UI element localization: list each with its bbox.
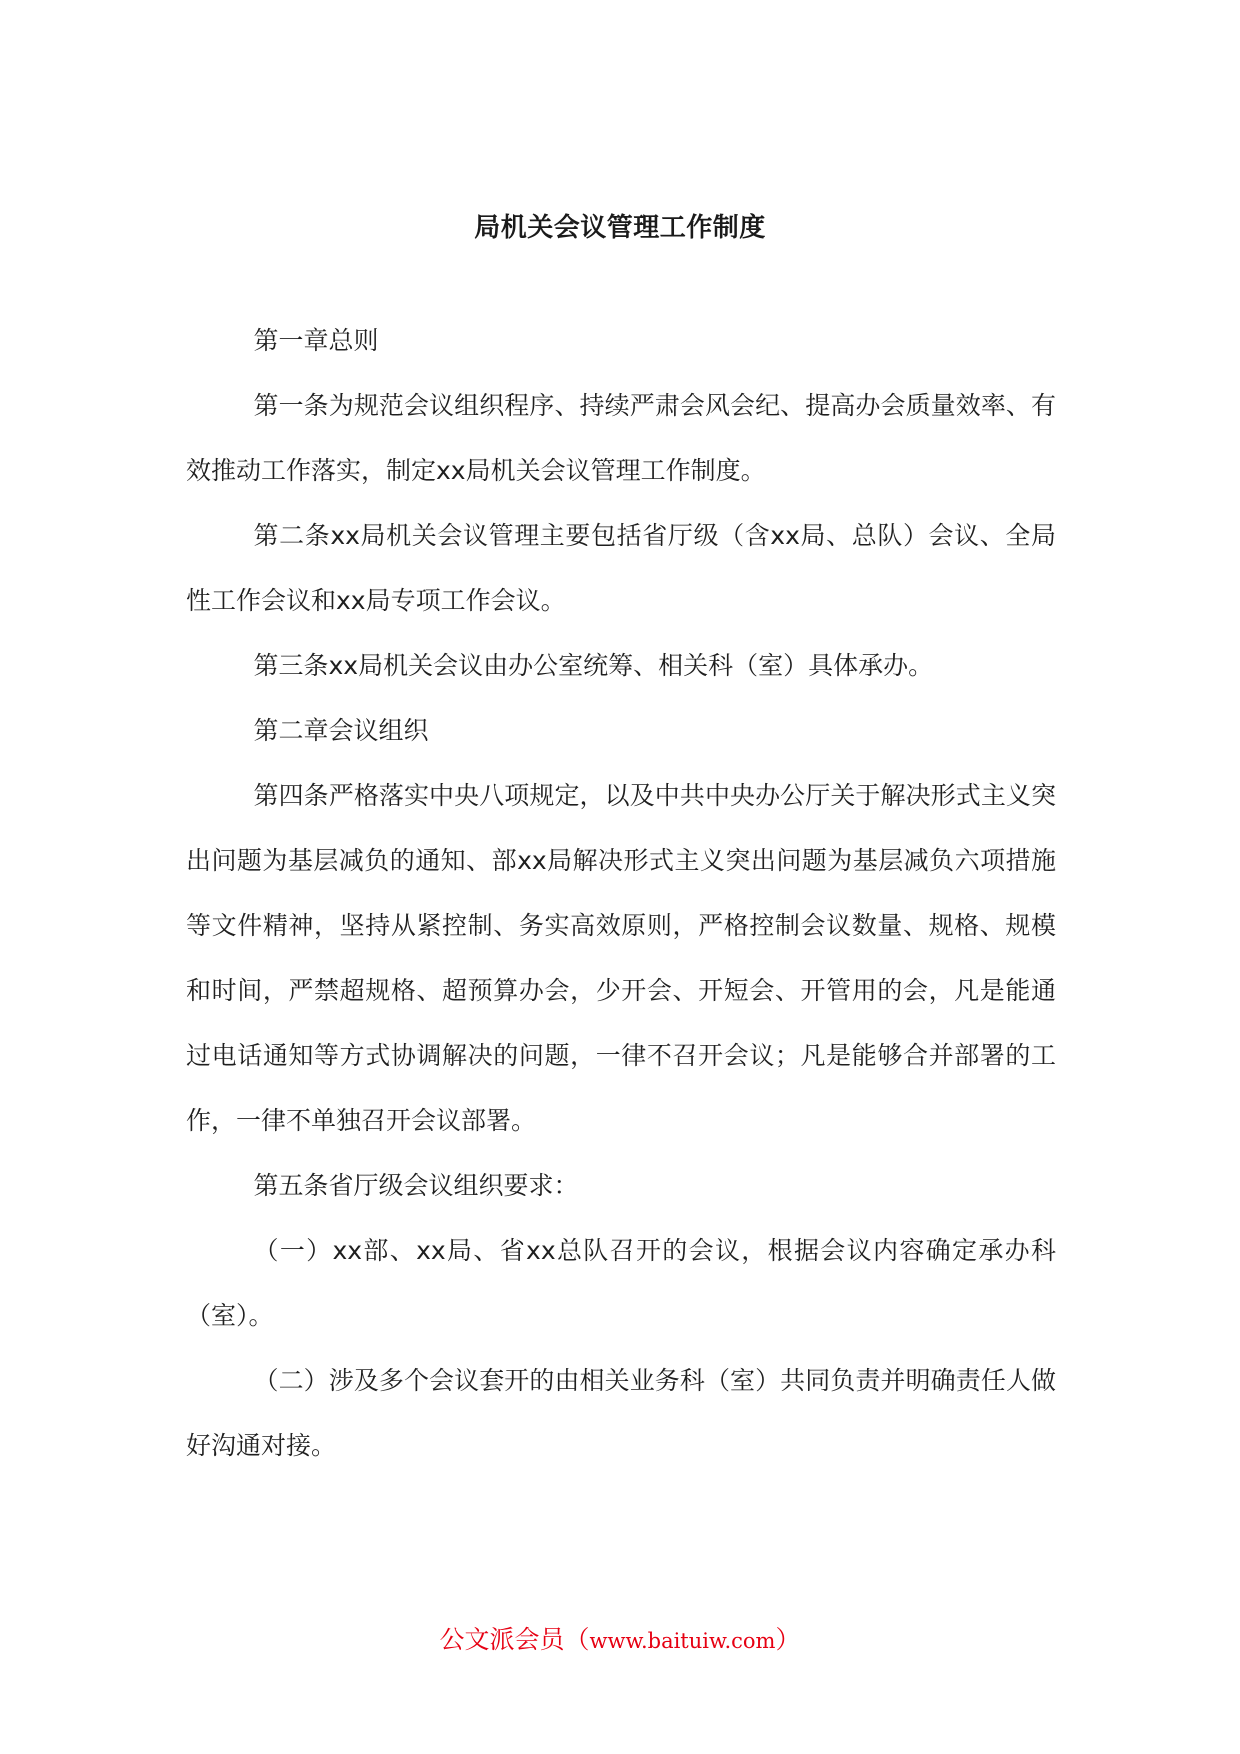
paragraph: （二）涉及多个会议套开的由相关业务科（室）共同负责并明确责任人做好沟通对接。 bbox=[186, 1366, 1056, 1460]
paragraph: 第一条为规范会议组织程序、持续严肃会风会纪、提高办会质量效率、有效推动工作落实，制定xx局机关会议管理工作制度。 bbox=[186, 391, 1056, 485]
footer-watermark bbox=[0, 1622, 1240, 1659]
footer-close: ） bbox=[775, 1625, 801, 1654]
document-title: 局机关会议管理工作制度 bbox=[474, 213, 766, 243]
document-body bbox=[186, 308, 1056, 1478]
paragraph: 第三条xx局机关会议由办公室统筹、相关科（室）具体承办。 bbox=[253, 651, 934, 680]
chapter-heading: 第二章会议组织 bbox=[253, 716, 429, 745]
footer-label: 公文派会员（ bbox=[439, 1625, 590, 1654]
footer-url[interactable]: www.baituiw.com bbox=[589, 1629, 776, 1653]
paragraph: （一）xx部、xx局、省xx总队召开的会议，根据会议内容确定承办科（室）。 bbox=[186, 1236, 1056, 1330]
paragraph: 第五条省厅级会议组织要求： bbox=[253, 1171, 579, 1200]
chapter-heading: 第一章总则 bbox=[253, 326, 379, 355]
paragraph: 第四条严格落实中央八项规定，以及中共中央办公厅关于解决形式主义突出问题为基层减负的通知、部xx局解决形式主义突出问题为基层减负六项措施等文件精神，坚持从紧控制、务实高效原则，严格控制会议数量、规格、规模和时间，严禁超规格、超预算办会，少开会、开短会、开管用的会，凡是能通过电话通知等方式协调解决的问题，一律不召开会议；凡是能够合并部署的工作，一律不单独召开会议部署。 bbox=[186, 781, 1056, 1135]
paragraph: 第二条xx局机关会议管理主要包括省厅级（含xx局、总队）会议、全局性工作会议和xx局专项工作会议。 bbox=[186, 521, 1056, 615]
